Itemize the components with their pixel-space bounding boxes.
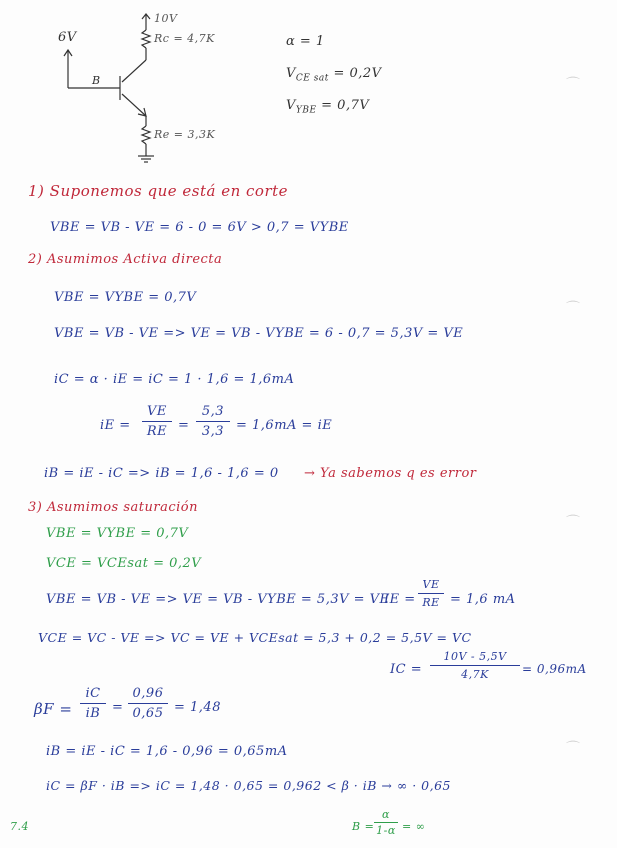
step2-fraction-values: 5,3 3,3 [196, 404, 230, 439]
step3-fraction-beta-values: 0,96 0,65 [128, 686, 168, 721]
vin-label: 6V [58, 30, 77, 45]
vybe-param: $V_{YBE} = 0,7V$ [286, 98, 370, 116]
step3-ie-value: = 1,6 mA [450, 592, 516, 607]
base-node-label: B [92, 74, 101, 87]
step2-error-note: → Ya sabemos q es error [304, 466, 477, 481]
step2-eq-ic: iC = α · iE = iC = 1 · 1,6 = 1,6mA [54, 372, 295, 387]
step2-eq-vbe: VBE = VYBE = 0,7V [54, 290, 197, 305]
binder-hole-mark: ⌒ [566, 301, 580, 317]
page-mark: 7.4 [10, 820, 29, 833]
binder-hole-mark: ⌒ [566, 515, 580, 531]
step3-b-value: = ∞ [402, 820, 426, 833]
step1-title: 1) Suponemos que está en corte [28, 182, 289, 200]
step3-fraction-beta: iC iB [80, 686, 106, 721]
step3-beta-lhs: βF = [34, 700, 73, 718]
re-label: Re = 3,3K [154, 128, 216, 141]
binder-hole-mark: ⌒ [566, 77, 580, 93]
step3-title: 3) Asumimos saturación [28, 500, 198, 515]
binder-hole-mark: ⌒ [566, 741, 580, 757]
step1-equation: VBE = VB - VE = 6 - 0 = 6V > 0,7 = VYBE [50, 220, 349, 235]
step2-eq-ie-lhs: iE = [100, 418, 131, 433]
step2-title: 2) Asumimos Activa directa [28, 252, 223, 267]
step3-b-lhs: B = [352, 820, 375, 833]
alpha-param: α = 1 [286, 34, 325, 49]
step3-given-vce: VCE = VCEsat = 0,2V [46, 556, 202, 571]
vcc-label: 10V [154, 12, 178, 25]
step2-eq-ib: iB = iE - iC => iB = 1,6 - 1,6 = 0 [44, 466, 279, 481]
vce-sat-param: $V_{CE sat} = 0,2V$ [286, 66, 382, 84]
step3-eq-ve: VBE = VB - VE => VE = VB - VYBE = 5,3V = VE [46, 592, 390, 607]
step3-eq-final: iC = βF · iB => iC = 1,48 · 0,65 = 0,962 < β · iB → ∞ · 0,65 [46, 778, 451, 793]
notebook-page: 10V Rc = 4,7K 6V B Re = 3,3K α = 1 $V_{CE sat} = 0,2V$ $V_{YBE} = 0,7V$ 1) Suponemos que está en corte VBE = VB - VE = 6 - 0 = 6V > 0,7 = VYBE 2) Asumimos Activa directa VBE = VYBE = 0,7V VBE = VB - VE => VE = VB - VYBE = 6 - 0,7 = 5,3V = VE iC = α · iE = iC = 1 · 1,6 = 1,6mA iE = VE RE = 5,3 3,3 = 1,6mA = iE iB = iE - iC => iB = 1,6 - 1,6 = 0 → Ya sabemos q es error 3) Asumimos saturación VBE = VYBE = 0,7V VCE = VCEsat = 0,2V VBE = VB - VE => VE = VB - VYBE = 5,3V = VE IE = VE RE = 1,6 mA VCE = VC - VE => VC = VE + VCEsat = 5,3 + 0,2 = 5,5V = VC IC = 10V - 5,5V 4,7K = 0,96mA βF = iC iB = 0,96 0,65 = 1,48 iB = iE - iC = 1,6 - 0,96 = 0,65mA iC = βF · iB => iC = 1,48 · 0,65 = 0,962 < β · iB → ∞ · 0,65 B = α 1-α = ∞ 7.4 ⌒ ⌒ ⌒ ⌒ [0, 0, 617, 848]
step3-ic-value: = 0,96mA [522, 662, 587, 676]
rc-label: Rc = 4,7K [154, 32, 215, 45]
step3-fraction-b: α 1-α [374, 808, 398, 837]
step3-ic-lhs: IC = [390, 662, 423, 677]
step3-ie-lhs: IE = [384, 592, 416, 607]
step2-eq-ve: VBE = VB - VE => VE = VB - VYBE = 6 - 0,7 = 5,3V = VE [54, 326, 464, 341]
step3-given-vbe: VBE = VYBE = 0,7V [46, 526, 189, 541]
step3-beta-value: = 1,48 [174, 700, 221, 715]
step3-fraction-ie: VE RE [418, 578, 444, 609]
step3-eq-vc: VCE = VC - VE => VC = VE + VCEsat = 5,3 + 0,2 = 5,5V = VC [38, 630, 472, 645]
step2-fraction-ve-re: VE RE [142, 404, 172, 439]
step3-fraction-ic: 10V - 5,5V 4,7K [430, 650, 520, 681]
step2-eq-ie-rhs: = 1,6mA = iE [236, 418, 333, 433]
step3-eq-ib: iB = iE - iC = 1,6 - 0,96 = 0,65mA [46, 744, 288, 759]
